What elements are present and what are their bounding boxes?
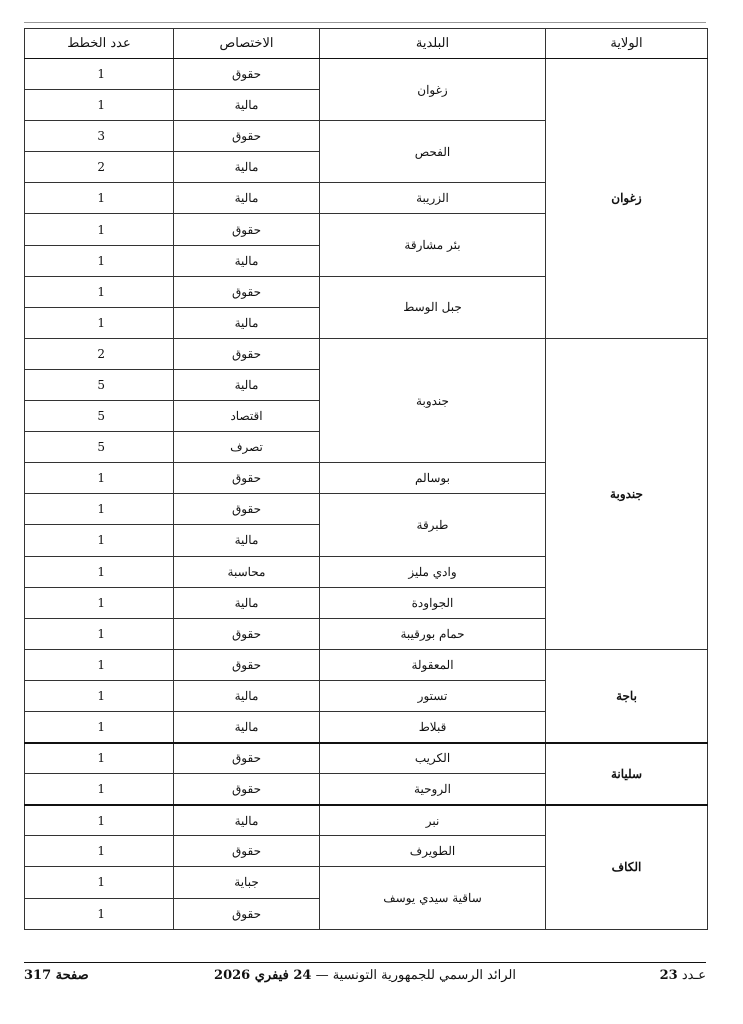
count-cell: 1	[25, 276, 174, 307]
specialty-cell: مالية	[174, 90, 320, 121]
governorate-cell: جندوبة	[546, 338, 708, 649]
specialty-cell: حقوق	[174, 618, 320, 649]
count-cell: 1	[25, 898, 174, 929]
count-cell: 1	[25, 618, 174, 649]
specialty-cell: مالية	[174, 711, 320, 742]
count-cell: 2	[25, 338, 174, 369]
municipality-cell: تستور	[320, 680, 546, 711]
specialty-cell: مالية	[174, 152, 320, 183]
specialty-cell: جباية	[174, 867, 320, 898]
specialty-cell: حقوق	[174, 463, 320, 494]
header-governorate: الولاية	[546, 29, 708, 59]
count-cell: 1	[25, 307, 174, 338]
table-row	[25, 743, 708, 774]
count-cell: 5	[25, 401, 174, 432]
count-cell: 1	[25, 711, 174, 742]
count-cell: 1	[25, 245, 174, 276]
municipality-cell: طبرقة	[320, 494, 546, 556]
municipality-cell: الروحية	[320, 774, 546, 805]
count-cell: 1	[25, 214, 174, 245]
specialty-cell: حقوق	[174, 836, 320, 867]
specialty-cell: مالية	[174, 525, 320, 556]
table-row	[25, 649, 708, 680]
specialty-cell: مالية	[174, 307, 320, 338]
table-header-row	[25, 29, 708, 59]
specialty-cell: حقوق	[174, 649, 320, 680]
municipality-cell: الطويرف	[320, 836, 546, 867]
specialty-cell: حقوق	[174, 121, 320, 152]
count-cell: 1	[25, 59, 174, 90]
count-cell: 5	[25, 369, 174, 400]
municipality-cell: بئر مشارقة	[320, 214, 546, 276]
specialty-cell: مالية	[174, 805, 320, 836]
specialty-cell: حقوق	[174, 214, 320, 245]
header-specialty: الاختصاص	[174, 29, 320, 59]
journal-name: الرائد الرسمي للجمهورية التونسية —	[315, 968, 516, 983]
municipality-cell: ساقية سيدي يوسف	[320, 867, 546, 929]
count-cell: 1	[25, 587, 174, 618]
specialty-cell: حقوق	[174, 276, 320, 307]
page-number: 317	[24, 968, 52, 983]
count-cell: 1	[25, 494, 174, 525]
header-municipality: البلدية	[320, 29, 546, 59]
journal-line	[24, 968, 706, 983]
specialty-cell: محاسبة	[174, 556, 320, 587]
specialty-cell: مالية	[174, 183, 320, 214]
municipality-cell: الجواودة	[320, 587, 546, 618]
specialty-cell: مالية	[174, 680, 320, 711]
municipality-cell: زغوان	[320, 59, 546, 121]
count-cell: 1	[25, 90, 174, 121]
footer-rule	[24, 962, 706, 963]
specialty-cell: مالية	[174, 369, 320, 400]
count-cell: 2	[25, 152, 174, 183]
page-label: صفحة	[55, 968, 89, 983]
count-cell: 5	[25, 432, 174, 463]
municipality-cell: جبل الوسط	[320, 276, 546, 338]
specialty-cell: مالية	[174, 587, 320, 618]
header-count: عدد الخطط	[25, 29, 174, 59]
allocation-table	[24, 28, 708, 930]
count-cell: 1	[25, 183, 174, 214]
specialty-cell: تصرف	[174, 432, 320, 463]
count-cell: 1	[25, 743, 174, 774]
count-cell: 1	[25, 836, 174, 867]
specialty-cell: مالية	[174, 245, 320, 276]
municipality-cell: قبلاط	[320, 711, 546, 742]
governorate-cell: باجة	[546, 649, 708, 742]
count-cell: 1	[25, 649, 174, 680]
municipality-cell: جندوبة	[320, 338, 546, 462]
issue-label: عـدد	[681, 968, 706, 983]
specialty-cell: حقوق	[174, 774, 320, 805]
governorate-cell: سليانة	[546, 743, 708, 805]
governorate-cell: الكاف	[546, 805, 708, 929]
table-row	[25, 338, 708, 369]
table-row	[25, 59, 708, 90]
specialty-cell: حقوق	[174, 59, 320, 90]
count-cell: 3	[25, 121, 174, 152]
municipality-cell: الزريبة	[320, 183, 546, 214]
top-rule	[24, 22, 706, 23]
specialty-cell: حقوق	[174, 898, 320, 929]
count-cell: 1	[25, 805, 174, 836]
specialty-cell: حقوق	[174, 338, 320, 369]
count-cell: 1	[25, 525, 174, 556]
specialty-cell: حقوق	[174, 494, 320, 525]
municipality-cell: بوسالم	[320, 463, 546, 494]
issue-date: 24 فيفري 2026	[214, 968, 312, 983]
municipality-cell: الكريب	[320, 743, 546, 774]
count-cell: 1	[25, 774, 174, 805]
page-footer	[24, 968, 706, 988]
governorate-cell: زغوان	[546, 59, 708, 339]
specialty-cell: حقوق	[174, 743, 320, 774]
count-cell: 1	[25, 867, 174, 898]
municipality-cell: حمام بورقيبة	[320, 618, 546, 649]
issue-number: 23	[659, 968, 678, 983]
specialty-cell: اقتصاد	[174, 401, 320, 432]
municipality-cell: وادي مليز	[320, 556, 546, 587]
issue-info	[660, 968, 706, 983]
count-cell: 1	[25, 680, 174, 711]
municipality-cell: الفحص	[320, 121, 546, 183]
municipality-cell: نبر	[320, 805, 546, 836]
count-cell: 1	[25, 463, 174, 494]
municipality-cell: المعقولة	[320, 649, 546, 680]
count-cell: 1	[25, 556, 174, 587]
table-row	[25, 805, 708, 836]
